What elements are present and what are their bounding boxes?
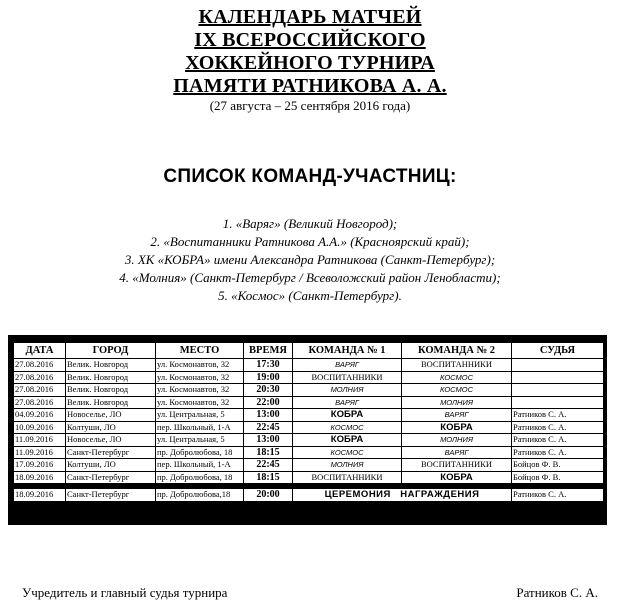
cell-judge: Ратников С. А.	[512, 421, 604, 434]
cell-team2: КОБРА	[402, 471, 512, 484]
cell-date: 10.09.2016	[14, 421, 66, 434]
title-line-3: ХОККЕЙНОГО ТУРНИРА	[185, 52, 435, 74]
cell-time: 13:00	[244, 409, 293, 422]
cell-time: 18:15	[244, 446, 293, 459]
cell-place: пр. Добролюбова, 18	[156, 471, 244, 484]
cell-time: 19:00	[244, 371, 293, 384]
table-row	[14, 471, 604, 484]
cell-time: 18:15	[244, 471, 293, 484]
cell-judge: Ратников С. А.	[512, 409, 604, 422]
cell-team1: КОСМОС	[293, 446, 402, 459]
cell-team1: ВОСПИТАННИКИ	[293, 371, 402, 384]
table-row	[14, 396, 604, 409]
cell-time: 13:00	[244, 434, 293, 447]
cell-time: 20:30	[244, 384, 293, 397]
cell-date: 27.08.2016	[14, 396, 66, 409]
table-header-row	[14, 343, 604, 359]
cell-team2: КОБРА	[402, 421, 512, 434]
cell-city: Санкт-Петербург	[66, 446, 156, 459]
team-item: 3. ХК «КОБРА» имени Александра Ратникова (Санкт-Петербург);	[124, 252, 496, 267]
cell-date: 17.09.2016	[14, 459, 66, 472]
table-row	[14, 446, 604, 459]
title-line-4: ПАМЯТИ РАТНИКОВА А. А.	[173, 75, 447, 97]
cell-team2: ВАРЯГ	[402, 409, 512, 422]
cell-team2: ВАРЯГ	[402, 446, 512, 459]
table-row	[14, 371, 604, 384]
cell-city: Велик. Новгород	[66, 396, 156, 409]
schedule-table	[13, 342, 604, 502]
cell-time: 20:00	[244, 489, 293, 502]
cell-judge: Бойцов Ф. В.	[512, 471, 604, 484]
header-time: ВРЕМЯ	[244, 343, 293, 359]
cell-time: 22:00	[244, 396, 293, 409]
cell-place: ул. Космонавтов, 32	[156, 396, 244, 409]
cell-city: Санкт-Петербург	[66, 489, 156, 502]
cell-team1: ВАРЯГ	[293, 359, 402, 372]
cell-judge	[512, 396, 604, 409]
header-date: ДАТА	[14, 343, 66, 359]
cell-place: пер. Школьный, 1-А	[156, 421, 244, 434]
cell-team1: МОЛНИЯ	[293, 459, 402, 472]
cell-date: 27.08.2016	[14, 359, 66, 372]
cell-date: 27.08.2016	[14, 384, 66, 397]
title-line-1: КАЛЕНДАРЬ МАТЧЕЙ	[198, 6, 422, 28]
tournament-dates: (27 августа – 25 сентября 2016 года)	[209, 98, 411, 113]
header-place: МЕСТО	[156, 343, 244, 359]
ceremony-row	[14, 489, 604, 502]
cell-date: 18.09.2016	[14, 471, 66, 484]
cell-judge: Ратников С. А.	[512, 489, 604, 502]
table-row	[14, 421, 604, 434]
cell-team1: МОЛНИЯ	[293, 384, 402, 397]
table-row	[14, 434, 604, 447]
cell-date: 18.09.2016	[14, 489, 66, 502]
table-row	[14, 459, 604, 472]
cell-judge	[512, 371, 604, 384]
cell-date: 11.09.2016	[14, 446, 66, 459]
cell-place: ул. Центральная, 5	[156, 409, 244, 422]
teams-heading: СПИСОК КОМАНД-УЧАСТНИЦ:	[163, 166, 457, 187]
cell-judge	[512, 359, 604, 372]
cell-team1: КОСМОС	[293, 421, 402, 434]
table-row	[14, 384, 604, 397]
cell-team2: КОСМОС	[402, 371, 512, 384]
team-item: 4. «Молния» (Санкт-Петербург / Всеволожский район Ленобласти);	[119, 270, 501, 285]
cell-time: 22:45	[244, 421, 293, 434]
header-team2: КОМАНДА № 2	[402, 343, 512, 359]
cell-team2: ВОСПИТАННИКИ	[402, 459, 512, 472]
cell-judge: Ратников С. А.	[512, 434, 604, 447]
header-city: ГОРОД	[66, 343, 156, 359]
cell-place: пер. Школьный, 1-А	[156, 459, 244, 472]
schedule-frame	[8, 335, 607, 525]
table-row	[14, 409, 604, 422]
cell-team1: ВАРЯГ	[293, 396, 402, 409]
table-row	[14, 359, 604, 372]
cell-place: ул. Космонавтов, 32	[156, 384, 244, 397]
cell-team1: ВОСПИТАННИКИ	[293, 471, 402, 484]
cell-date: 27.08.2016	[14, 371, 66, 384]
cell-team2: ВОСПИТАННИКИ	[402, 359, 512, 372]
cell-city: Санкт-Петербург	[66, 471, 156, 484]
cell-city: Велик. Новгород	[66, 371, 156, 384]
cell-date: 11.09.2016	[14, 434, 66, 447]
header-team1: КОМАНДА № 1	[293, 343, 402, 359]
team-item: 2. «Воспитанники Ратникова А.А.» (Красноярский край);	[150, 234, 470, 249]
cell-city: Новоселье, ЛО	[66, 409, 156, 422]
ceremony-text: ЦЕРЕМОНИЯ НАГРАЖДЕНИЯ	[293, 489, 512, 502]
cell-place: ул. Космонавтов, 32	[156, 371, 244, 384]
header-judge: СУДЬЯ	[512, 343, 604, 359]
cell-place: ул. Центральная, 5	[156, 434, 244, 447]
cell-city: Велик. Новгород	[66, 359, 156, 372]
team-item: 5. «Космос» (Санкт-Петербург).	[218, 288, 402, 303]
cell-place: пр. Добролюбова,18	[156, 489, 244, 502]
cell-time: 17:30	[244, 359, 293, 372]
cell-team2: МОЛНИЯ	[402, 434, 512, 447]
cell-judge	[512, 384, 604, 397]
team-item: 1. «Варяг» (Великий Новгород);	[222, 216, 398, 231]
cell-place: пр. Добролюбова, 18	[156, 446, 244, 459]
footer-founder-label: Учредитель и главный судья турнира	[22, 585, 228, 600]
cell-date: 04.09.2016	[14, 409, 66, 422]
cell-city: Колтуши, ЛО	[66, 459, 156, 472]
cell-time: 22:45	[244, 459, 293, 472]
document-title	[0, 6, 620, 114]
cell-team2: КОСМОС	[402, 384, 512, 397]
title-line-2: IX ВСЕРОССИЙСКОГО	[194, 29, 426, 51]
cell-team1: КОБРА	[293, 409, 402, 422]
cell-judge: Ратников С. А.	[512, 446, 604, 459]
footer-founder-name: Ратников С. А.	[516, 585, 598, 600]
cell-city: Колтуши, ЛО	[66, 421, 156, 434]
teams-list	[0, 215, 620, 305]
cell-team1: КОБРА	[293, 434, 402, 447]
cell-place: ул. Космонавтов, 32	[156, 359, 244, 372]
cell-city: Новоселье, ЛО	[66, 434, 156, 447]
cell-judge: Бойцов Ф. В.	[512, 459, 604, 472]
cell-team2: МОЛНИЯ	[402, 396, 512, 409]
cell-city: Велик. Новгород	[66, 384, 156, 397]
